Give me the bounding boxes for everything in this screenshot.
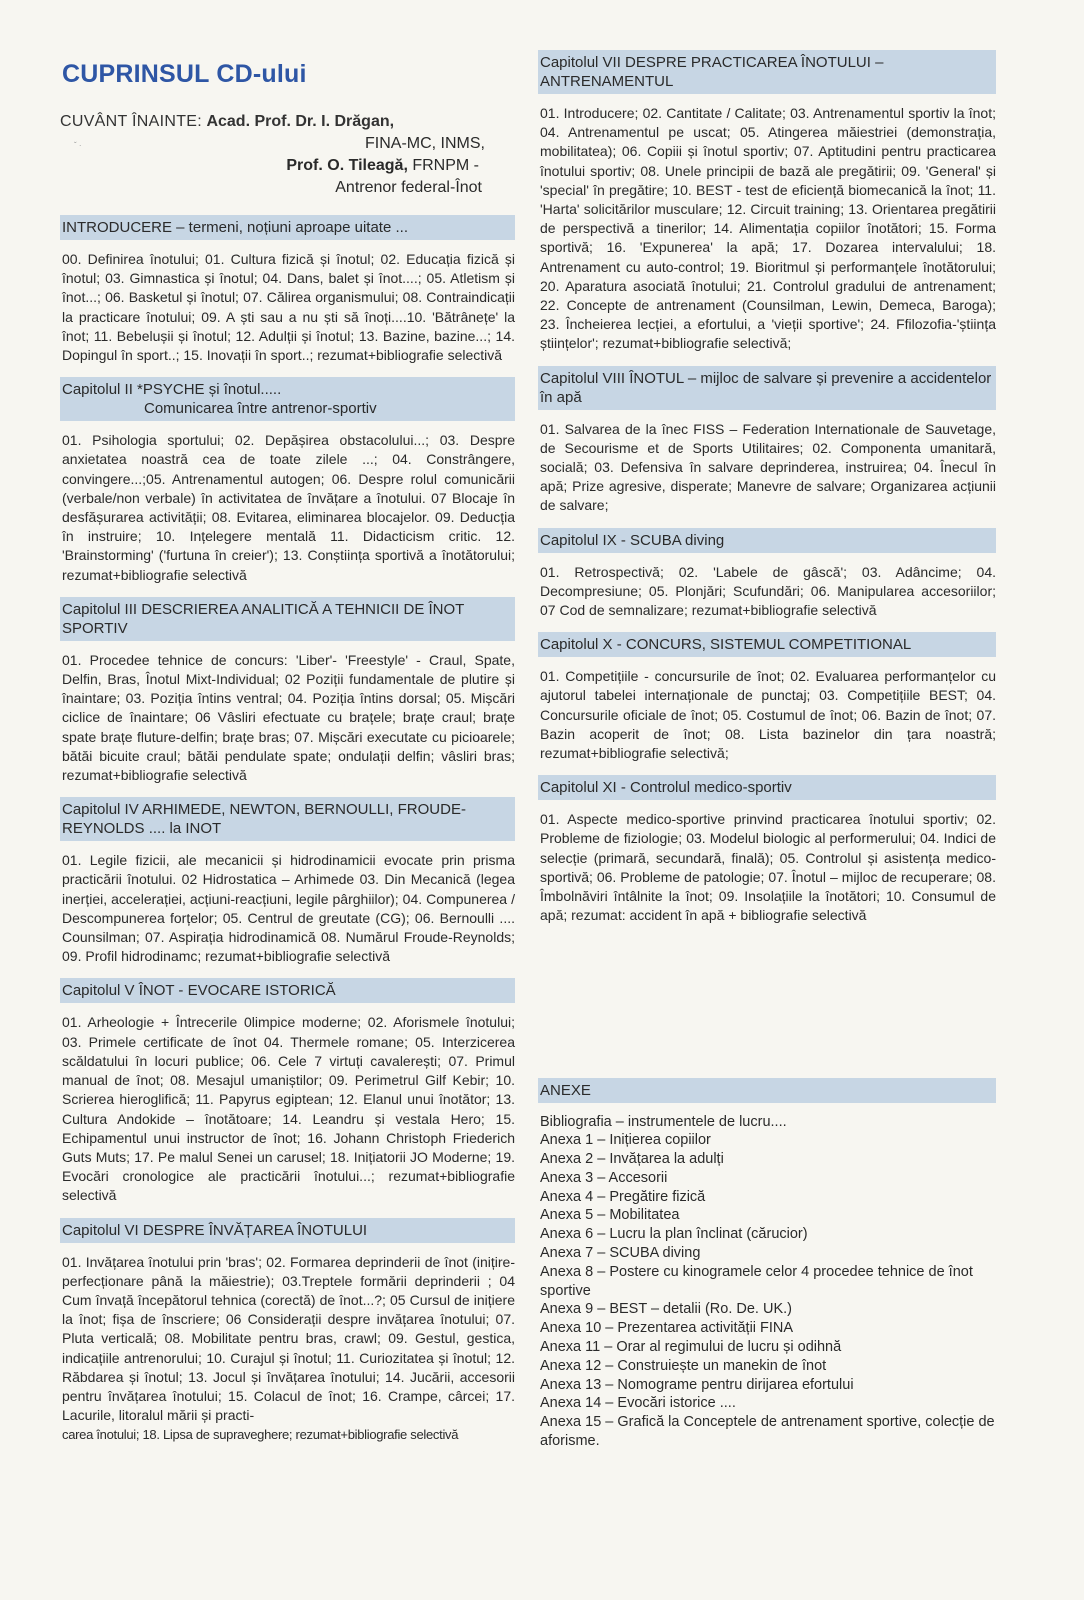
annex-item: Anexa 11 – Orar al regimului de lucru și odihnă xyxy=(540,1339,842,1356)
annex-item: Anexa 1 – Inițierea copiilor xyxy=(540,1132,711,1149)
spacer xyxy=(538,938,996,1078)
section-heading: Capitolul VIII ÎNOTUL – mijloc de salvare și prevenire a accidentelor în apă xyxy=(538,366,996,410)
foreword-block xyxy=(60,111,515,199)
section-chapter-3 xyxy=(60,597,515,785)
section-text: 01. Introducere; 02. Cantitate / Calitate; 03. Antrenamentul sportiv la înot; 04. Antrenamentul pe uscat; 05. Atingerea măiestriei (demonstrația, mobilitatea); 06. Copiii și înotul sportiv; 07. Aptitudini pentru practicarea înotului sportiv; 08. Unele principii de bază ale pregătirii; 09. 'General' și 'special' în pregătire; 10. BEST - test de eficiență biomecanică la înot; 11. 'Harta' solicitărilor musculare; 12. Circuit training; 13. Orientarea pregătirii de perspectivă a tinerilor; 14. Alimentația copiilor înotători; 15. Forma sportivă; 16. 'Expunerea' la apă; 17. Dozarea intervalului; 18. Antrenament cu auto-control; 19. Bioritmul și performanțele înotătorului; 20. Aparatura asociată înotului; 21. Controlul gradului de antrenament; 22. Concepte de antrenament (Counsilman, Lewin, Demeca, Baroga); 23. Încheierea lecției, a efortului, a 'vieții sportive'; 24. Ffilozofia-'știința științelor'; rezumat+bibliografie selectivă; xyxy=(540,105,996,352)
section-annexes xyxy=(538,1078,996,1451)
section-text: 01. Salvarea de la înec FISS – Federation Internationale de Sauvetage, de Secourisme et de Sports Utilitaires; 02. Componenta umanitară, socială; 03. Defensiva în salvare deprinderea, instruirea; 04. Înecul în apă; Prize agresive, disperate; Manevre de salvare; Organizarea acțiunii de salvare; xyxy=(540,420,996,514)
foreword-affiliation-2: FRNPM - xyxy=(412,157,479,174)
annex-item: Anexa 10 – Prezentarea activității FINA xyxy=(540,1320,794,1337)
section-heading-title: Capitolul II *PSYCHE și înotul..... xyxy=(62,381,282,399)
section-text: 01. Procedee tehnice de concurs: 'Liber'- 'Freestyle' - Craul, Spate, Delfin, Bras, Înotul Mixt-Individual; 02 Poziții fundamentale de plutire și înaintare; 03. Poziția întins ventral; 04. Poziția întins dorsal; 05. Mișcări ciclice de înaintare; 06 Vâsliri efectuate cu brațele; brațe craul; brațe spate brațe fluture-delfin; brațe bras; 07. Mișcări executate cu picioarele; bătăi bicuite craul; bătăi pendulate spate; ondulații delfin; vâsliri bras; rezumat+bibliografie selectivă xyxy=(62,651,515,784)
section-chapter-10 xyxy=(538,632,996,763)
section-subheading: Comunicarea între antrenor-sportiv xyxy=(144,400,377,418)
section-heading: INTRODUCERE – termeni, noțiuni aproape uitate ... xyxy=(60,215,515,240)
foreword-role-2: Antrenor federal-Înot xyxy=(335,179,482,196)
section-heading: Capitolul III DESCRIEREA ANALITICĂ A TEHNICII DE ÎNOT SPORTIV xyxy=(60,597,515,641)
section-chapter-2 xyxy=(60,377,515,585)
foreword-line-1 xyxy=(60,111,515,133)
annexes-list xyxy=(540,1113,996,1451)
annex-item: Anexa 12 – Construiește un manekin de înot xyxy=(540,1357,827,1374)
right-column xyxy=(538,50,996,1451)
annex-item: Bibliografia – instrumentele de lucru.... xyxy=(540,1113,787,1130)
annex-item: Anexa 15 – Grafică la Conceptele de antrenament sportive, colecție de aforisme. xyxy=(540,1414,995,1450)
foreword-label: CUVÂNT ÎNAINTE: xyxy=(60,113,202,130)
section-heading: Capitolul XI - Controlul medico-sportiv xyxy=(538,775,996,800)
foreword-author-2: Prof. O. Tileagă, xyxy=(286,157,408,174)
annex-item: Anexa 9 – BEST – detalii (Ro. De. UK.) xyxy=(540,1301,792,1318)
foreword-line-3 xyxy=(60,155,515,177)
section-heading: Capitolul VII DESPRE PRACTICAREA ÎNOTULUI – ANTRENAMENTUL xyxy=(538,50,996,94)
section-text: 01. Aspecte medico-sportive prinvind practicarea înotului sportiv; 02. Probleme de fiziologie; 03. Modelul biologic al performerului; 04. Indici de selecție (primară, secundară, finală); 05. Controlul și asistența medico-sportivă; 06. Probleme de patologie; 07. Înotul – mijloc de recuperare; 08. Îmbolnăviri întâlnite la înot; 09. Insolațiile la înotători; 10. Consumul de apă; rezumat: accident în apă + bibliografie selectivă xyxy=(540,811,996,924)
left-column xyxy=(60,50,515,1457)
annex-item: Anexa 8 – Postere cu kinogramele celor 4 procedee tehnice de înot sportive xyxy=(540,1263,973,1299)
section-text: 01. Arheologie + Întrecerile 0limpice moderne; 02. Aforismele înotului; 03. Primele certificate de înot 04. Thermele romane; 05. Interzicerea scăldatului în locuri publice; 06. Cele 7 virtuți cavalerești; 07. Primul manual de înot; 08. Mesajul umaniștilor; 09. Perimetrul Gilf Kebir; 10. Scrierea hieroglifică; 11. Papyrus egiptean; 12. Elanul unui înotător; 13. Cultura Andokide – înotătoare; 14. Leandru și vestala Hero; 15. Echipamentul unui instructor de înot; 16. Johann Christoph Friederich Guts Muts; 17. Pe malul Senei un carusel; 18. Inițiatorii JO Moderne; 19. Evocări cronologice ale practicării înotului...; rezumat+bibliografie selectivă xyxy=(62,1014,515,1204)
section-heading: Capitolul IX - SCUBA diving xyxy=(538,528,996,553)
section-chapter-6 xyxy=(60,1218,515,1445)
annex-item: Anexa 3 – Accesorii xyxy=(540,1169,668,1186)
section-heading: Capitolul V ÎNOT - EVOCARE ISTORICĂ xyxy=(60,978,515,1003)
section-heading: Capitolul X - CONCURS, SISTEMUL COMPETITIONAL xyxy=(538,632,996,657)
section-text: 01. Psihologia sportului; 02. Depășirea obstacolului...; 03. Despre anxietatea noastră cea de toate zilele ...; 04. Constrângere, convingere...;05. Antrenamentul autogen; 06. Despre rolul comunicării (verbale/non verbale) în activitatea de învățare a înotului. 07 Blocaje în desfășurarea activității; 08. Evitarea, eliminarea blocajelor. 09. Deducția în instruire; 10. Ințelegere mentală 11. Didacticism critic. 12. 'Brainstorming' ('furtuna în creier'); 13. Conștiința sportivă a înotătorului; rezumat+bibliografie selectivă xyxy=(62,432,515,583)
section-heading: Capitolul IV ARHIMEDE, NEWTON, BERNOULLI, FROUDE-REYNOLDS .... la INOT xyxy=(60,797,515,841)
foreword-affiliation-1: FINA-MC, INMS, xyxy=(365,135,485,152)
section-chapter-4 xyxy=(60,797,515,966)
section-text: 01. Retrospectivă; 02. 'Labele de gâscă'; 03. Adâncime; 04. Decompresiune; 05. Plonjări; Scufundări; 06. Manipularea accesoriilor; 07 Cod de semnalizare; rezumat+bibliografie selectivă xyxy=(540,563,996,619)
section-text: 01. Competițiile - concursurile de înot; 02. Evaluarea performanțelor cu ajutorul tabelei internaționale de punctaj; 03. Competițiile BEST; 04. Concursurile oficiale de înot; 05. Costumul de înot; 06. Bazin de înot; 07. Bazin acoperit de înot; 08. Lista bazinelor din țara noastră; rezumat+bibliografie selectivă; xyxy=(540,668,996,762)
annex-item: Anexa 5 – Mobilitatea xyxy=(540,1207,680,1224)
annex-item: Anexa 4 – Pregătire fizică xyxy=(540,1188,706,1205)
annex-item: Anexa 13 – Nomograme pentru dirijarea efortului xyxy=(540,1376,854,1393)
section-chapter-7 xyxy=(538,50,996,354)
scan-speck: ˇ · xyxy=(74,141,82,150)
annex-item: Anexa 6 – Lucru la plan înclinat (cărucior) xyxy=(540,1226,808,1243)
foreword-author-1: Acad. Prof. Dr. I. Drăgan, xyxy=(206,113,395,130)
annex-item: Anexa 14 – Evocări istorice .... xyxy=(540,1395,736,1412)
section-heading xyxy=(60,377,515,421)
section-chapter-11 xyxy=(538,775,996,925)
section-introducere xyxy=(60,215,515,365)
section-text: 01. Legile fizicii, ale mecanicii și hidrodinamicii evocate prin prisma practicării înotului. 02 Hidrostatica – Arhimede 03. Din Mecanică (legea inerției, accelerației, acțiuni-reacțiuni, legile pârghiilor); 04. Compunerea / Descompunerea forțelor; 05. Centrul de greutate (CG); 06. Bernoulli .... Counsilman; 07. Aspirația hidrodinamică 08. Numărul Froude-Reynolds; 09. Profil hidrodinamc; rezumat+bibliografie selectivă xyxy=(62,852,515,965)
annex-item: Anexa 7 – SCUBA diving xyxy=(540,1245,701,1262)
annexes-heading: ANEXE xyxy=(538,1078,996,1103)
section-chapter-9 xyxy=(538,528,996,621)
section-text-tail: carea înotului; 18. Lipsa de supraveghere; rezumat+bibliografie selectivă xyxy=(62,1427,459,1443)
annex-item: Anexa 2 – Invățarea la adulți xyxy=(540,1151,724,1168)
section-chapter-5 xyxy=(60,978,515,1205)
section-text: 00. Definirea înotului; 01. Cultura fizică și înotul; 02. Educația fizică și înotul; 03. Gimnastica și înotul; 04. Dans, balet și înot....; 05. Atletism și înot...; 06. Basketul și înotul; 07. Călirea organismului; 08. Contraindicații la practicare înotului; 09. A ști sau a nu ști să înoți....10. 'Bătrânețe' la înot; 11. Bebelușii și înotul; 12. Adulții și înotul; 13. Bazine, bazine...; 14. Dopingul în sport..; 15. Inovații în sport..; rezumat+bibliografie selectivă xyxy=(62,251,515,364)
section-heading: Capitolul VI DESPRE ÎNVĂȚAREA ÎNOTULUI xyxy=(60,1218,515,1243)
section-text: 01. Invățarea înotului prin 'bras'; 02. Formarea deprinderii de înot (inițire-perfecționare până la măiestrie); 03.Treptele formării deprinderii ; 04 Cum învață începătorul tehnica (corectă) de înot...?; 05 Cursul de inițiere la înot; fișa de înscriere; 06 Considerații despre invățarea înotului; 07. Pluta verticală; 08. Mobilitate pentru bras, crawl; 09. Gestul, gestica, indicațiile antrenorului; 10. Curajul și înotul; 11. Curiozitatea și înotul; 12. Răbdarea și înotul; 13. Jocul și învățarea înotului; 14. Jucării, accesorii pentru învățarea înotului; 15. Colacul de înot; 16. Crampe, cârcei; 17. Lacurile, litoralul mării și practi- xyxy=(62,1253,515,1424)
section-chapter-8 xyxy=(538,366,996,516)
page-title: CUPRINSUL CD-ului xyxy=(62,60,307,88)
